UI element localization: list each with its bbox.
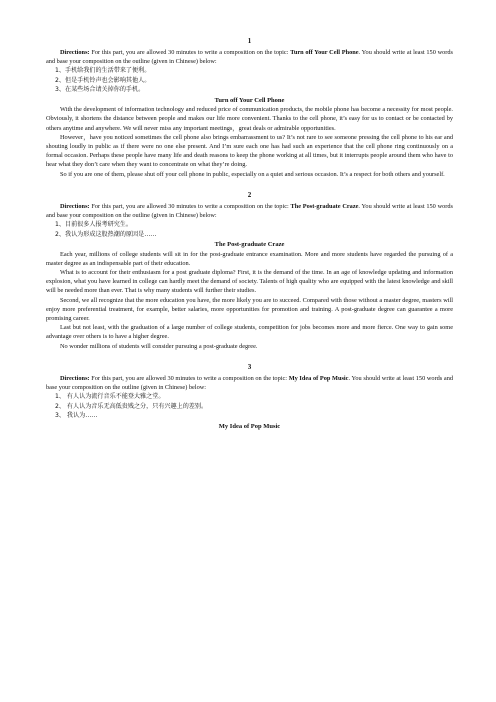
essay-paragraph: What is to account for their enthusiasm for a post graduate diploma? First, it is the demand of the time. In an age of knowledge updating and information explosion, what you have learned in college can hardly meet the demand of society. Talents of high quality who are equipped with the latest knowledge and skill will be needed more than ever. That is why many students will further their studies. bbox=[46, 269, 453, 295]
outline-list bbox=[46, 220, 453, 239]
section-number: 2 bbox=[247, 190, 252, 199]
outline-item: 1、目前很多人报考研究生。 bbox=[55, 221, 133, 229]
section-number: 1 bbox=[247, 37, 252, 45]
essay-title: My Idea of Pop Music bbox=[218, 422, 281, 430]
directions-text: For this part, you are allowed 30 minutes to write a composition on the topic: bbox=[89, 374, 289, 382]
outline-list bbox=[46, 66, 453, 94]
directions-tail: . You should write at least 150 words and base your composition on the outline (given in Chinese) below: bbox=[46, 49, 453, 66]
essay-title: The Post-graduate Craze bbox=[214, 241, 285, 249]
essay-paragraph: With the development of information technology and reduced price of communication products, the mobile phone has become a necessity for most people. Obviously, it shortens the distance between people and makes our life more convenient. Thanks to the cell phone, it’s easy for us to contact or be contacted by others anytime and anywhere. We will never miss any important meetings，great deals or admirable opportunities. bbox=[46, 106, 453, 132]
directions-paragraph bbox=[46, 374, 453, 392]
outline-item: 2、但是手机铃声也会影响其他人。 bbox=[55, 76, 151, 84]
directions-topic: My Idea of Pop Music bbox=[288, 374, 349, 382]
outline-item: 1、 有人认为流行音乐不能登大雅之堂。 bbox=[55, 393, 165, 401]
directions-topic: Turn off Your Cell Phone bbox=[290, 49, 359, 56]
directions-topic: The Post-graduate Craze bbox=[290, 202, 359, 210]
outline-item: 1、手机给我们的生活带来了便利。 bbox=[55, 67, 151, 75]
directions-paragraph bbox=[46, 202, 453, 220]
outline-item: 2、我认为形成这股热潮的原因是…… bbox=[55, 230, 157, 238]
outline-item: 3、 我认为…… bbox=[55, 412, 98, 420]
outline-item: 2、 有人认为音乐无高低贵贱之分，只有兴趣上的差别。 bbox=[55, 402, 208, 410]
section-number: 3 bbox=[247, 362, 252, 371]
essay-paragraph: So if you are one of them, please shut off your cell phone in public, especially on a quiet and serious occasion. It’s a respect for both others and yourself. bbox=[60, 170, 445, 178]
directions-lead: Directions: bbox=[60, 202, 90, 210]
section-2 bbox=[46, 191, 453, 351]
directions-tail: . You should write at least 150 words and base your composition on the outline (given in Chinese) below: bbox=[46, 202, 453, 220]
essay-paragraph: Each year, millions of college students will sit in for the post-graduate entrance examination. More and more students have regarded the pursuing of a master degree as an indispensable part of their education. bbox=[46, 250, 453, 267]
essay-paragraph: However，have you noticed sometimes the cell phone also brings embarrassment to us? It’s not rare to see someone pressing the cell phone to his ear and shouting loudly in public as if there were no one else present. And I’m sure each one has had such an experience that the cell phone ring continuously on a formal occasion. Perhaps these people have many life and death reasons to keep the phone working at all times, but it interrupts people around them who have to hear what they don’t care when they want to concentrate on what they’re doing. bbox=[46, 133, 453, 169]
directions-lead: Directions: bbox=[60, 49, 90, 56]
directions-paragraph bbox=[46, 48, 453, 66]
outline-list bbox=[46, 392, 453, 420]
essay-paragraph: Last but not least, with the graduation of a large number of college students, competition for jobs becomes more and more fierce. One way to gain some advantage over others is to have a higher degree. bbox=[46, 324, 453, 341]
essay-paragraph: Second, we all recognize that the more education you have, the more likely you are to succeed. Compared with those without a master degree, masters will enjoy more preferential treatment, for example, better salaries, more opportunities for promotion and training. A post-graduate degree can guarantee a more promising career. bbox=[46, 296, 453, 323]
essay-paragraph: No wonder millions of students will consider pursuing a post-graduate degree. bbox=[60, 342, 258, 350]
essay-title: Turn off Your Cell Phone bbox=[214, 96, 285, 104]
directions-lead: Directions: bbox=[60, 374, 90, 382]
section-1 bbox=[46, 37, 453, 179]
directions-text: For this part, you are allowed 30 minutes to write a composition on the topic: bbox=[89, 49, 291, 56]
outline-item: 3、在某些场合请关掉你的手机。 bbox=[55, 86, 145, 94]
directions-text: For this part, you are allowed 30 minutes to write a composition on the topic: bbox=[89, 202, 291, 210]
section-3 bbox=[46, 363, 453, 431]
directions-tail: . You should write at least 150 words and base your composition on the outline (given in Chinese) below: bbox=[46, 374, 454, 392]
